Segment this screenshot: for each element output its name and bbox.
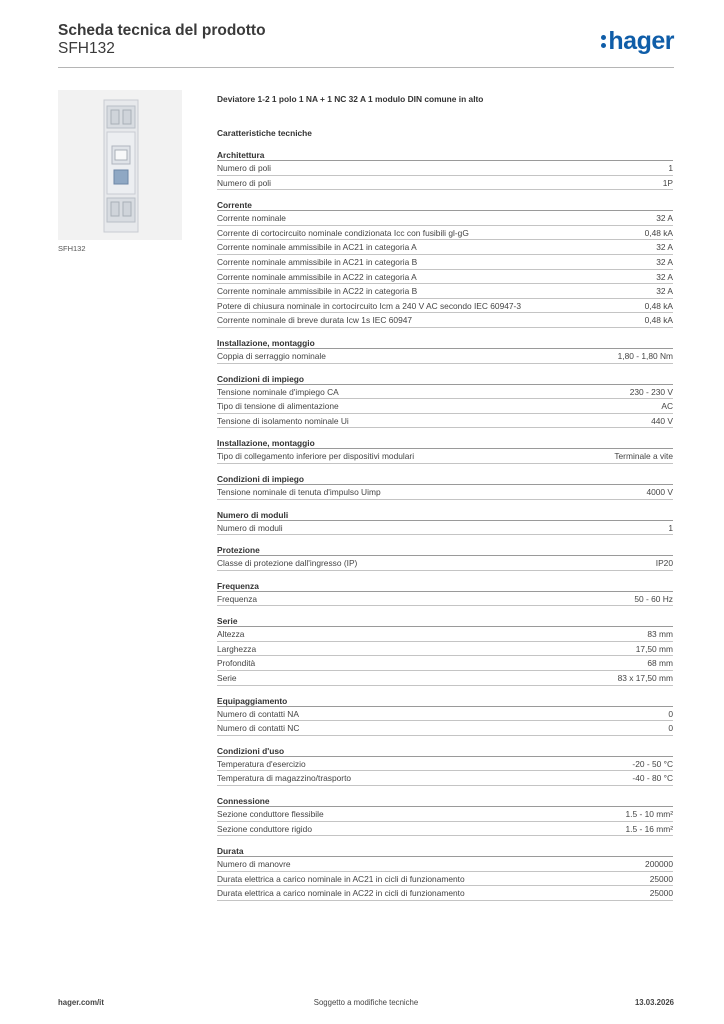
product-image xyxy=(58,90,182,240)
product-description: Deviatore 1-2 1 polo 1 NA + 1 NC 32 A 1 modulo DIN comune in alto xyxy=(217,94,484,104)
section-title: Durata xyxy=(217,845,673,857)
spec-row xyxy=(217,485,673,500)
spec-label: Numero di poli xyxy=(217,177,271,188)
spec-label: Durata elettrica a carico nominale in AC21 in cicli di funzionamento xyxy=(217,873,465,884)
page-title: Scheda tecnica del prodotto xyxy=(58,22,266,39)
spec-label: Tensione nominale di tenuta d'impulso Uimp xyxy=(217,486,381,497)
spec-label: Corrente nominale ammissibile in AC22 in categoria A xyxy=(217,271,417,282)
spec-value: 32 A xyxy=(656,271,673,282)
spec-row xyxy=(217,226,673,241)
spec-row xyxy=(217,656,673,671)
section-title: Corrente xyxy=(217,199,673,211)
spec-value: 32 A xyxy=(656,286,673,297)
spec-row xyxy=(217,671,673,686)
spec-content xyxy=(217,94,673,901)
spec-row xyxy=(217,211,673,226)
spec-label: Serie xyxy=(217,673,237,684)
spec-label: Corrente di cortocircuito nominale condizionata Icc con fusibili gl-gG xyxy=(217,227,469,238)
spec-value: 1 xyxy=(668,163,673,173)
spec-value: 1.5 - 16 mm² xyxy=(625,823,673,834)
spec-row xyxy=(217,284,673,299)
section-title: Condizioni di impiego xyxy=(217,373,673,385)
spec-row xyxy=(217,521,673,536)
spec-value: AC xyxy=(661,401,673,412)
spec-section xyxy=(217,337,673,364)
spec-row xyxy=(217,807,673,822)
spec-value: -40 - 80 °C xyxy=(632,773,673,784)
spec-label: Corrente nominale ammissibile in AC22 in categoria B xyxy=(217,286,418,297)
spec-value: 0,48 kA xyxy=(644,315,673,326)
spec-section xyxy=(217,745,673,786)
page-header xyxy=(58,22,674,70)
spec-row xyxy=(217,757,673,772)
logo-text: hager xyxy=(608,27,674,55)
footer-notice: Soggetto a modifiche tecniche xyxy=(313,998,419,1007)
spec-section xyxy=(217,473,673,500)
spec-row xyxy=(217,642,673,657)
spec-value: 200000 xyxy=(645,859,673,870)
hager-logo xyxy=(601,28,674,54)
spec-section xyxy=(217,437,673,464)
spec-section xyxy=(217,845,673,901)
spec-label: Numero di poli xyxy=(217,163,271,173)
spec-label: Frequenza xyxy=(217,593,258,604)
spec-value: 32 A xyxy=(656,242,673,253)
spec-value: 83 mm xyxy=(647,629,673,640)
image-caption: SFH132 xyxy=(58,244,86,253)
spec-row xyxy=(217,270,673,285)
spec-value: 0 xyxy=(668,708,673,719)
product-code: SFH132 xyxy=(58,40,115,57)
spec-row xyxy=(217,721,673,736)
header-divider xyxy=(58,67,674,68)
spec-value: 0,48 kA xyxy=(644,300,673,311)
spec-row xyxy=(217,886,673,901)
spec-value: -20 - 50 °C xyxy=(632,758,673,769)
spec-label: Numero di contatti NC xyxy=(217,723,300,734)
spec-section xyxy=(217,373,673,429)
spec-value: 32 A xyxy=(656,256,673,267)
spec-label: Potere di chiusura nominale in cortocircuito Icm a 240 V AC secondo IEC 60947-3 xyxy=(217,300,521,311)
spec-label: Corrente nominale ammissibile in AC21 in categoria B xyxy=(217,256,418,267)
spec-row xyxy=(217,771,673,786)
spec-row xyxy=(217,255,673,270)
section-title: Equipaggiamento xyxy=(217,695,673,707)
spec-section xyxy=(217,695,673,736)
spec-label: Corrente nominale di breve durata Icw 1s IEC 60947 xyxy=(217,315,413,326)
spec-row xyxy=(217,414,673,429)
spec-value: Terminale a vite xyxy=(614,451,673,462)
spec-row xyxy=(217,627,673,642)
spec-label: Temperatura di magazzino/trasporto xyxy=(217,773,352,784)
spec-label: Corrente nominale ammissibile in AC21 in categoria A xyxy=(217,242,417,253)
spec-value: 25000 xyxy=(649,873,673,884)
spec-row xyxy=(217,349,673,364)
spec-value: 440 V xyxy=(651,415,673,426)
spec-label: Sezione conduttore flessibile xyxy=(217,809,324,820)
spec-value: 1 xyxy=(668,522,673,533)
spec-row xyxy=(217,313,673,328)
switch-device-icon xyxy=(58,90,182,240)
spec-section xyxy=(217,795,673,836)
section-title: Numero di moduli xyxy=(217,509,673,521)
spec-section xyxy=(217,149,673,190)
spec-label: Temperatura d'esercizio xyxy=(217,758,306,769)
spec-section xyxy=(217,509,673,536)
spec-value: 1.5 - 10 mm² xyxy=(625,809,673,820)
spec-row xyxy=(217,299,673,314)
logo-dots-icon xyxy=(601,35,606,48)
spec-row xyxy=(217,822,673,837)
spec-label: Profondità xyxy=(217,658,256,669)
section-title: Condizioni d'uso xyxy=(217,745,673,757)
spec-value: 32 A xyxy=(656,213,673,224)
spec-label: Tipo di collegamento inferiore per dispositivi modulari xyxy=(217,451,415,462)
spec-row xyxy=(217,707,673,722)
section-title: Architettura xyxy=(217,149,673,161)
spec-value: 17,50 mm xyxy=(635,643,673,654)
spec-sections xyxy=(217,149,673,901)
spec-section xyxy=(217,199,673,328)
spec-label: Tensione di isolamento nominale Ui xyxy=(217,415,349,426)
spec-value: 230 - 230 V xyxy=(629,386,673,397)
characteristics-title: Caratteristiche tecniche xyxy=(217,128,312,138)
spec-label: Durata elettrica a carico nominale in AC22 in cicli di funzionamento xyxy=(217,888,465,899)
spec-row xyxy=(217,399,673,414)
footer-date: 13.03.2026 xyxy=(634,998,674,1007)
spec-value: 25000 xyxy=(649,888,673,899)
spec-row xyxy=(217,556,673,571)
spec-row xyxy=(217,872,673,887)
spec-label: Corrente nominale xyxy=(217,213,286,224)
spec-label: Numero di moduli xyxy=(217,522,283,533)
section-title: Connessione xyxy=(217,795,673,807)
spec-value: 0,48 kA xyxy=(644,227,673,238)
spec-value: 4000 V xyxy=(646,486,673,497)
spec-label: Larghezza xyxy=(217,643,257,654)
spec-label: Tensione nominale d'impiego CA xyxy=(217,386,339,397)
spec-label: Classe di protezione dall'ingresso (IP) xyxy=(217,558,358,569)
spec-section xyxy=(217,580,673,607)
spec-row xyxy=(217,857,673,872)
spec-row xyxy=(217,449,673,464)
section-title: Installazione, montaggio xyxy=(217,437,673,449)
spec-label: Sezione conduttore rigido xyxy=(217,823,312,834)
section-title: Protezione xyxy=(217,544,673,556)
spec-row xyxy=(217,161,673,176)
spec-label: Numero di manovre xyxy=(217,859,291,870)
spec-row xyxy=(217,176,673,191)
spec-value: 1,80 - 1,80 Nm xyxy=(617,350,673,361)
spec-section xyxy=(217,615,673,685)
spec-label: Tipo di tensione di alimentazione xyxy=(217,401,339,412)
spec-value: 0 xyxy=(668,723,673,734)
section-title: Frequenza xyxy=(217,580,673,592)
spec-row xyxy=(217,240,673,255)
footer-website: hager.com/it xyxy=(58,998,104,1007)
spec-value: 83 x 17,50 mm xyxy=(617,673,673,684)
section-title: Installazione, montaggio xyxy=(217,337,673,349)
spec-value: 50 - 60 Hz xyxy=(634,593,673,604)
spec-value: IP20 xyxy=(655,558,673,569)
spec-value: 68 mm xyxy=(647,658,673,669)
spec-row xyxy=(217,385,673,400)
spec-label: Numero di contatti NA xyxy=(217,708,299,719)
section-title: Serie xyxy=(217,615,673,627)
section-title: Condizioni di impiego xyxy=(217,473,673,485)
spec-row xyxy=(217,592,673,607)
spec-section xyxy=(217,544,673,571)
spec-label: Altezza xyxy=(217,629,245,640)
spec-value: 1P xyxy=(662,177,673,188)
spec-label: Coppia di serraggio nominale xyxy=(217,350,326,361)
